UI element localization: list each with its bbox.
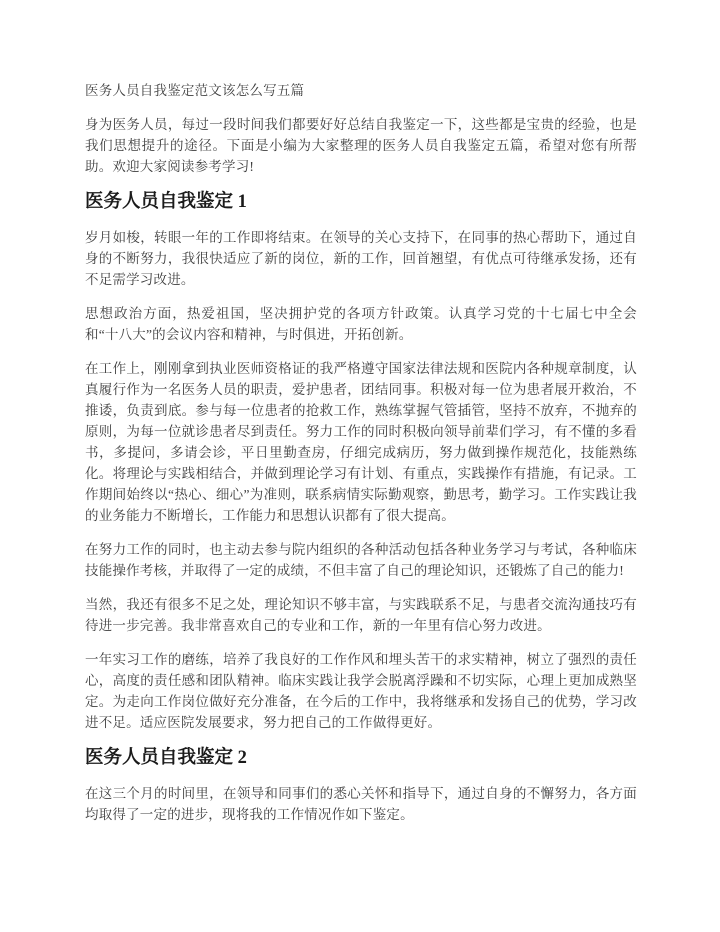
section-2-heading: 医务人员自我鉴定 2 (85, 748, 247, 768)
section-1-paragraph-5: 当然，我还有很多不足之处，理论知识不够丰富，与实践联系不足，与患者交流沟通技巧有待进一步完善。我非常喜欢自己的专业和工作，新的一年里有信心努力改进。 (85, 597, 637, 633)
section-1-paragraph-6: 一年实习工作的磨练，培养了我良好的工作作风和埋头苦干的求实精神，树立了强烈的责任心，高度的责任感和团队精神。临床实践让我学会脱离浮躁和不切实际，心理上更加成熟坚定。为走向工作岗位做好充分准备，在今后的工作中，我将继承和发扬自己的优势，学习改进不足。适应医院发展要求，努力把自己的工作做得更好。 (85, 652, 637, 730)
section-1-paragraph-1: 岁月如梭，转眼一年的工作即将结束。在领导的关心支持下，在同事的热心帮助下，通过自身的不断努力，我很快适应了新的岗位，新的工作，回首翘望，有优点可待继承发扬，还有不足需学习改进。 (85, 230, 637, 287)
section-1-paragraph-3: 在工作上，刚刚拿到执业医师资格证的我严格遵守国家法律法规和医院内各种规章制度，认真履行作为一名医务人员的职责，爱护患者，团结同事。积极对每一位为患者展开救治，不推诿，负责到底。参与每一位患者的抢救工作，熟练掌握气管插管，坚持不放弃，不抛弃的原则，为每一位就诊患者尽到责任。努力工作的同时积极向领导前辈们学习，有不懂的多看书，多提问，多请会诊，平日里勤查房，仔细完成病历，努力做到操作规范化，技能熟练化。将理论与实践相结合，并做到理论学习有计划、有重点，实践操作有措施，有记录。工作期间始终以“热心、细心”为准则，联系病情实际勤观察，勤思考，勤学习。工作实践让我的业务能力不断增长，工作能力和思想认识都有了很大提高。 (85, 361, 637, 523)
section-1-paragraph-2: 思想政治方面，热爱祖国，坚决拥护党的各项方针政策。认真学习党的十七届七中全会和“十八大”的会议内容和精神，与时俱进，开拓创新。 (85, 306, 637, 342)
section-2-paragraph-1: 在这三个月的时间里，在领导和同事们的悉心关怀和指导下，通过自身的不懈努力，各方面均取得了一定的进步，现将我的工作情况作如下鉴定。 (85, 786, 637, 822)
document-title-line: 医务人员自我鉴定范文该怎么写五篇 (85, 83, 305, 98)
section-1-heading: 医务人员自我鉴定 1 (85, 192, 247, 212)
section-1-paragraph-4: 在努力工作的同时，也主动去参与院内组织的各种活动包括各种业务学习与考试，各种临床技能操作考核，并取得了一定的成绩，不但丰富了自己的理论知识，还锻炼了自己的能力! (85, 542, 637, 578)
intro-paragraph: 身为医务人员，每过一段时间我们都要好好总结自我鉴定一下，这些都是宝贵的经验，也是我们思想提升的途径。下面是小编为大家整理的医务人员自我鉴定五篇，希望对您有所帮助。欢迎大家阅读参考学习! (85, 117, 637, 174)
document-content (85, 80, 637, 838)
